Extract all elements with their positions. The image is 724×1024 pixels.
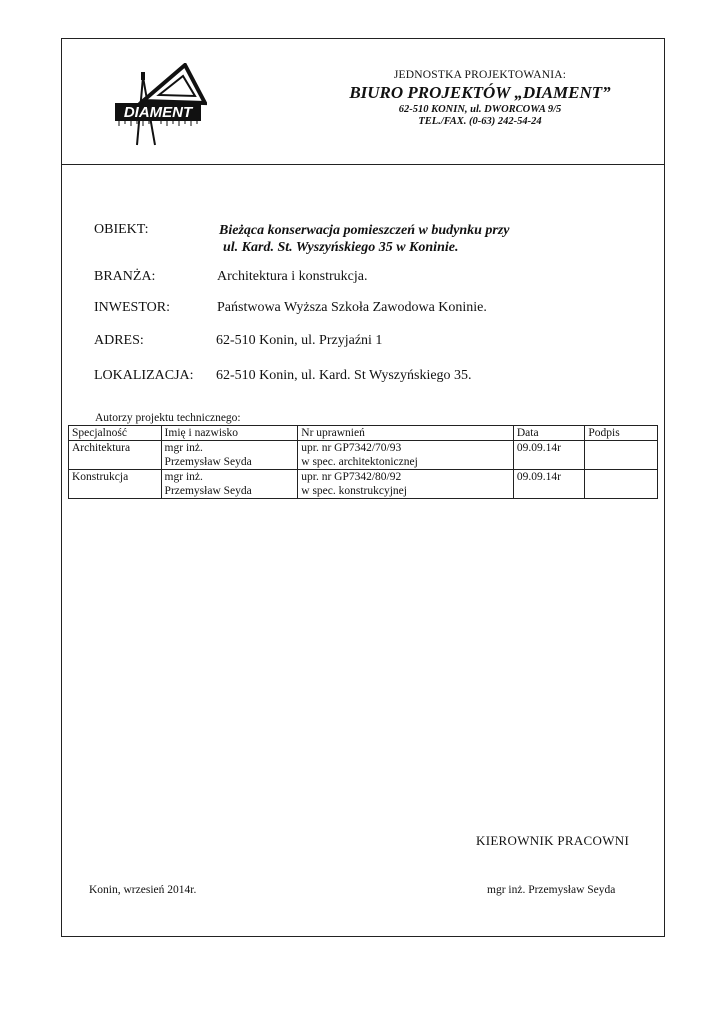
address-label: ADRES: [94, 333, 144, 348]
authors-table [68, 425, 658, 499]
table-row [69, 470, 658, 499]
cell-name-line1: mgr inż. [164, 471, 203, 483]
company-name: BIURO PROJEKTÓW „DIAMENT” [349, 83, 611, 102]
header-license: Nr uprawnień [298, 426, 514, 441]
cell-name-line1: mgr inż. [164, 442, 203, 454]
table-header-row [69, 426, 658, 441]
table-row [69, 441, 658, 470]
object-value-line2: ul. Kard. St. Wyszyńskiego 35 w Koninie. [223, 240, 459, 255]
cell-specialty: Architektura [69, 441, 162, 470]
company-logo [115, 63, 207, 147]
header-divider [61, 164, 665, 165]
cell-license [298, 470, 514, 499]
authors-caption: Autorzy projektu technicznego: [95, 412, 241, 424]
company-phone: TEL./FAX. (0-63) 242-54-24 [418, 116, 542, 127]
cell-license-line2: w spec. konstrukcyjnej [301, 485, 407, 497]
header-signature: Podpis [585, 426, 658, 441]
object-value-line1: Bieżąca konserwacja pomieszczeń w budynku przy [219, 223, 510, 238]
company-header [330, 69, 630, 127]
address-value: 62-510 Konin, ul. Przyjaźni 1 [216, 333, 383, 348]
header-specialty: Specjalność [69, 426, 162, 441]
branch-value: Architektura i konstrukcja. [217, 269, 368, 284]
cell-license [298, 441, 514, 470]
manager-title: KIEROWNIK PRACOWNI [476, 833, 630, 848]
cell-name [161, 441, 298, 470]
cell-license-line1: upr. nr GP7342/80/92 [301, 471, 402, 483]
cell-name [161, 470, 298, 499]
cell-date: 09.09.14r [513, 470, 585, 499]
cell-name-line2: Przemysław Seyda [164, 485, 252, 497]
branch-label: BRANŻA: [94, 269, 156, 284]
cell-signature [585, 470, 658, 499]
place-date: Konin, wrzesień 2014r. [89, 884, 197, 896]
location-value: 62-510 Konin, ul. Kard. St Wyszyńskiego 35. [216, 368, 472, 383]
cell-license-line1: upr. nr GP7342/70/93 [301, 442, 402, 454]
diament-logo-icon [115, 63, 207, 147]
company-address: 62-510 KONIN, ul. DWORCOWA 9/5 [398, 104, 562, 115]
cell-license-line2: w spec. architektonicznej [301, 456, 418, 468]
logo-text: DIAMENT [123, 104, 193, 121]
header-date: Data [513, 426, 585, 441]
cell-name-line2: Przemysław Seyda [164, 456, 252, 468]
object-value [219, 222, 510, 256]
cell-specialty: Konstrukcja [69, 470, 162, 499]
investor-value: Państwowa Wyższa Szkoła Zawodowa Koninie. [217, 300, 487, 315]
company-unit-label: JEDNOSTKA PROJEKTOWANIA: [393, 69, 567, 81]
investor-label: INWESTOR: [94, 300, 170, 315]
cell-date: 09.09.14r [513, 441, 585, 470]
location-label: LOKALIZACJA: [94, 368, 194, 383]
signer-name: mgr inż. Przemysław Seyda [487, 884, 616, 896]
cell-signature [585, 441, 658, 470]
object-label: OBIEKT: [94, 222, 149, 237]
header-name: Imię i nazwisko [161, 426, 298, 441]
